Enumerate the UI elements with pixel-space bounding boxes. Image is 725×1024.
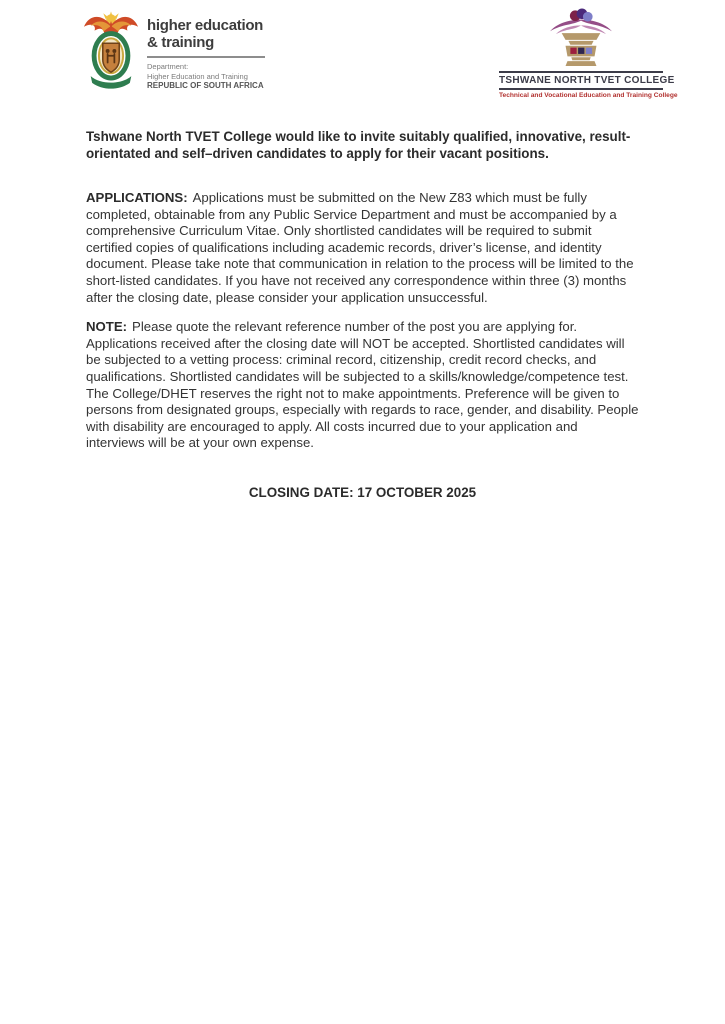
college-subtitle: Technical and Vocational Education and Training College — [499, 91, 678, 99]
note-text: Please quote the relevant reference number of the post you are applying for. Applications received after the closing date will NOT be accepted. Shortlisted candidates will be subjected to a vetting process: criminal record, citizenship, credit record checks, and qualifications. Shortlisted candidates will be subjected to a skills/knowledge/competence test. The College/DHET reserves the right not to make appointments. Preference will be given to persons from designated groups, especially with regards to race, gender, and disability. People with disability are encouraged to apply. All costs incurred due to your application and interviews will be at your own expense. — [86, 319, 639, 451]
dhet-logo — [82, 10, 265, 91]
applications-paragraph — [86, 190, 639, 306]
college-logo — [499, 8, 678, 99]
note-paragraph — [86, 319, 639, 452]
applications-label: APPLICATIONS: — [86, 190, 188, 205]
note-label: NOTE: — [86, 319, 128, 335]
closing-date: CLOSING DATE: 17 OCTOBER 2025 — [248, 484, 477, 500]
applications-text: Applications must be submitted on the New Z83 which must be fully completed, obtainable from any Public Service Department and must be accompanied by a comprehensive Curriculum Vitae. Only shortlisted candidates will be required to submit certified copies of qualifications including academic records, driver’s license, and identity document. Please take note that communication in relation to the process will be limited to the short-listed candidates. If you have not received any correspondence within three (3) months after the closing date, please consider your application unsuccessful. — [86, 190, 634, 305]
college-name: TSHWANE NORTH TVET COLLEGE — [499, 71, 663, 90]
dhet-divider — [147, 56, 265, 58]
dhet-dept-line2: Higher Education and Training — [147, 71, 248, 81]
dhet-title-line1: higher education — [147, 17, 264, 34]
college-pot-icon — [537, 8, 625, 66]
dhet-dept-line3: REPUBLIC OF SOUTH AFRICA — [147, 81, 264, 90]
dhet-title-line2: & training — [147, 34, 214, 51]
intro-paragraph: Tshwane North TVET College would like to invite suitably qualified, innovative, result-orientated and self–driven candidates to apply for their vacant positions. — [86, 129, 631, 161]
dhet-dept-line1: Department: — [147, 62, 189, 71]
sa-coat-of-arms-icon — [82, 10, 140, 91]
document-body — [86, 128, 639, 500]
dhet-logo-text — [147, 10, 265, 91]
